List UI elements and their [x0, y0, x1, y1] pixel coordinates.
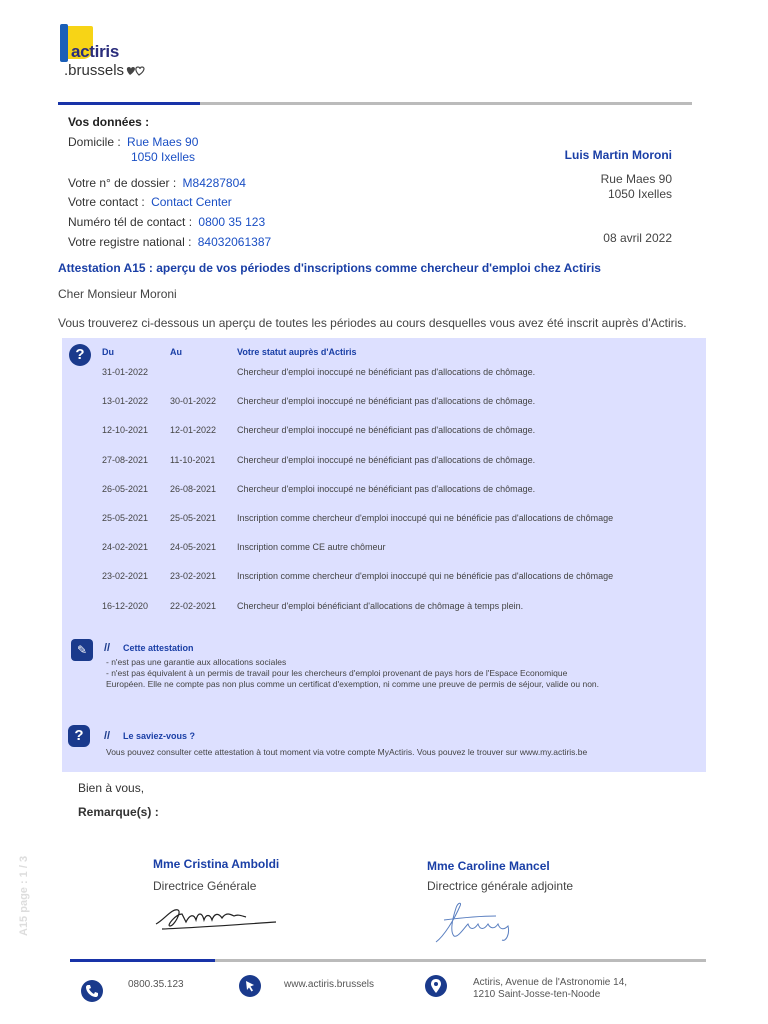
attestation-note-text — [106, 657, 698, 690]
cell-au: 22-02-2021 — [170, 601, 217, 611]
col-header-du: Du — [102, 347, 114, 357]
intro-text: Vous trouverez ci-dessous un aperçu de toutes les périodes au cours desquelles vous avez été inscrit auprès d'Actiris. — [58, 316, 687, 330]
cursor-icon — [239, 975, 261, 997]
dossier-value: M84287804 — [182, 176, 246, 190]
signature-amboldi — [152, 900, 282, 936]
attestation-note-line: - n'est pas une garantie aux allocations sociales — [106, 657, 287, 667]
footer-phone: 0800.35.123 — [128, 979, 184, 990]
recipient-name: Luis Martin Moroni — [564, 148, 672, 162]
signatory-name: Mme Caroline Mancel — [427, 859, 550, 873]
document-icon: ✎ — [71, 639, 93, 661]
registre-value: 84032061387 — [197, 235, 272, 249]
cell-statut: Inscription comme chercheur d'emploi inoccupé qui ne bénéficie pas d'allocations de chômage — [237, 513, 614, 523]
remarks-label: Remarque(s) : — [78, 805, 159, 819]
contact-value: Contact Center — [151, 195, 232, 209]
saviez-vous-title: Le saviez-vous ? — [123, 731, 196, 741]
footer-address-line: 1210 Saint-Josse-ten-Noode — [473, 989, 601, 1000]
cell-du: 27-08-2021 — [102, 455, 149, 465]
tel-value: 0800 35 123 — [198, 215, 266, 229]
dossier-row — [68, 176, 246, 190]
attestation-title: Attestation A15 : aperçu de vos périodes d'inscriptions comme chercheur d'emploi chez Actiris — [58, 261, 601, 275]
col-header-au: Au — [170, 347, 182, 357]
closing: Bien à vous, — [78, 781, 145, 795]
cell-au: 30-01-2022 — [170, 396, 217, 406]
signatory-name: Mme Cristina Amboldi — [153, 857, 280, 871]
page-indicator: A15 page : 1 / 3 — [18, 855, 30, 936]
salutation: Cher Monsieur Moroni — [58, 287, 177, 301]
contact-row — [68, 195, 232, 209]
logo-text-actiris: actiris — [71, 42, 119, 61]
cell-au: 11-10-2021 — [170, 455, 216, 465]
attestation-note-line: - n'est pas équivalent à un permis de travail pour les chercheurs d'emploi provenant de pays hors de l'Espace Economique — [106, 668, 568, 678]
recipient-street: Rue Maes 90 — [600, 172, 672, 186]
pen-icon: // — [104, 730, 111, 742]
cell-au: 23-02-2021 — [170, 571, 217, 581]
footer-address — [473, 977, 627, 1001]
tel-row — [68, 215, 265, 229]
periods-panel — [62, 338, 706, 772]
dossier-label: Votre n° de dossier : — [68, 176, 177, 190]
letter-date: 08 avril 2022 — [603, 231, 672, 245]
cell-du: 23-02-2021 — [102, 571, 149, 581]
header-divider — [58, 102, 692, 105]
cell-au: 12-01-2022 — [170, 425, 217, 435]
question-bubble-icon: ? — [68, 725, 90, 747]
location-pin-icon — [425, 975, 447, 997]
footer-divider — [70, 959, 706, 962]
registre-row — [68, 235, 271, 249]
cell-statut: Chercheur d'emploi inoccupé ne bénéficiant pas d'allocations de chômage. — [237, 484, 536, 494]
tel-label: Numéro tél de contact : — [68, 215, 193, 229]
cell-statut: Chercheur d'emploi inoccupé ne bénéficiant pas d'allocations de chômage. — [237, 396, 536, 406]
signature-mancel — [430, 898, 530, 946]
cell-du: 26-05-2021 — [102, 484, 149, 494]
domicile-row — [68, 135, 198, 149]
cell-statut: Chercheur d'emploi inoccupé ne bénéficiant pas d'allocations de chômage. — [237, 455, 536, 465]
cell-du: 31-01-2022 — [102, 367, 149, 377]
cell-du: 25-05-2021 — [102, 513, 149, 523]
signatory-role: Directrice générale adjointe — [427, 879, 574, 893]
attestation-note-line: Européen. Elle ne compte pas non plus comme un certificat d'exemption, ni comme une preuve de permis de séjour, valide ou non. — [106, 679, 600, 689]
signatory-role: Directrice Générale — [153, 879, 257, 893]
cell-statut: Chercheur d'emploi bénéficiant d'allocations de chômage à temps plein. — [237, 601, 524, 611]
saviez-vous-text: Vous pouvez consulter cette attestation à tout moment via votre compte MyActiris. Vous pouvez le trouver sur www.my.actiris.be — [106, 747, 588, 757]
cell-au: 26-08-2021 — [170, 484, 217, 494]
phone-icon — [81, 980, 103, 1002]
recipient-city: 1050 Ixelles — [607, 187, 672, 201]
domicile-line1: Rue Maes 90 — [127, 135, 199, 149]
domicile-label: Domicile : — [68, 135, 121, 149]
question-mark-icon: ? — [69, 344, 91, 366]
logo-text-brussels: .brussels — [64, 62, 146, 79]
cell-statut: Inscription comme CE autre chômeur — [237, 542, 386, 552]
domicile-line2: 1050 Ixelles — [131, 150, 196, 164]
attestation-note-title: Cette attestation — [123, 643, 194, 653]
footer-website[interactable]: www.actiris.brussels — [284, 979, 375, 990]
pen-icon: // — [104, 642, 111, 654]
cell-du: 24-02-2021 — [102, 542, 149, 552]
registre-label: Votre registre national : — [68, 235, 192, 249]
logo-blue-bar — [60, 24, 68, 62]
cell-du: 13-01-2022 — [102, 396, 149, 406]
cell-au: 24-05-2021 — [170, 542, 217, 552]
cell-statut: Chercheur d'emploi inoccupé ne bénéficiant pas d'allocations de chômage. — [237, 367, 536, 377]
cell-du: 12-10-2021 — [102, 425, 149, 435]
footer-address-line: Actiris, Avenue de l'Astronomie 14, — [473, 977, 628, 988]
cell-statut: Chercheur d'emploi inoccupé ne bénéficiant pas d'allocations de chômage. — [237, 425, 536, 435]
cell-statut: Inscription comme chercheur d'emploi inoccupé qui ne bénéficie pas d'allocations de chômage — [237, 571, 614, 581]
cell-du: 16-12-2020 — [102, 601, 149, 611]
actiris-logo — [60, 24, 190, 84]
contact-label: Votre contact : — [68, 195, 145, 209]
your-data-title: Vos données : — [68, 115, 150, 129]
hearts-icon — [126, 64, 146, 76]
cell-au: 25-05-2021 — [170, 513, 217, 523]
col-header-statut: Votre statut auprès d'Actiris — [237, 347, 357, 357]
